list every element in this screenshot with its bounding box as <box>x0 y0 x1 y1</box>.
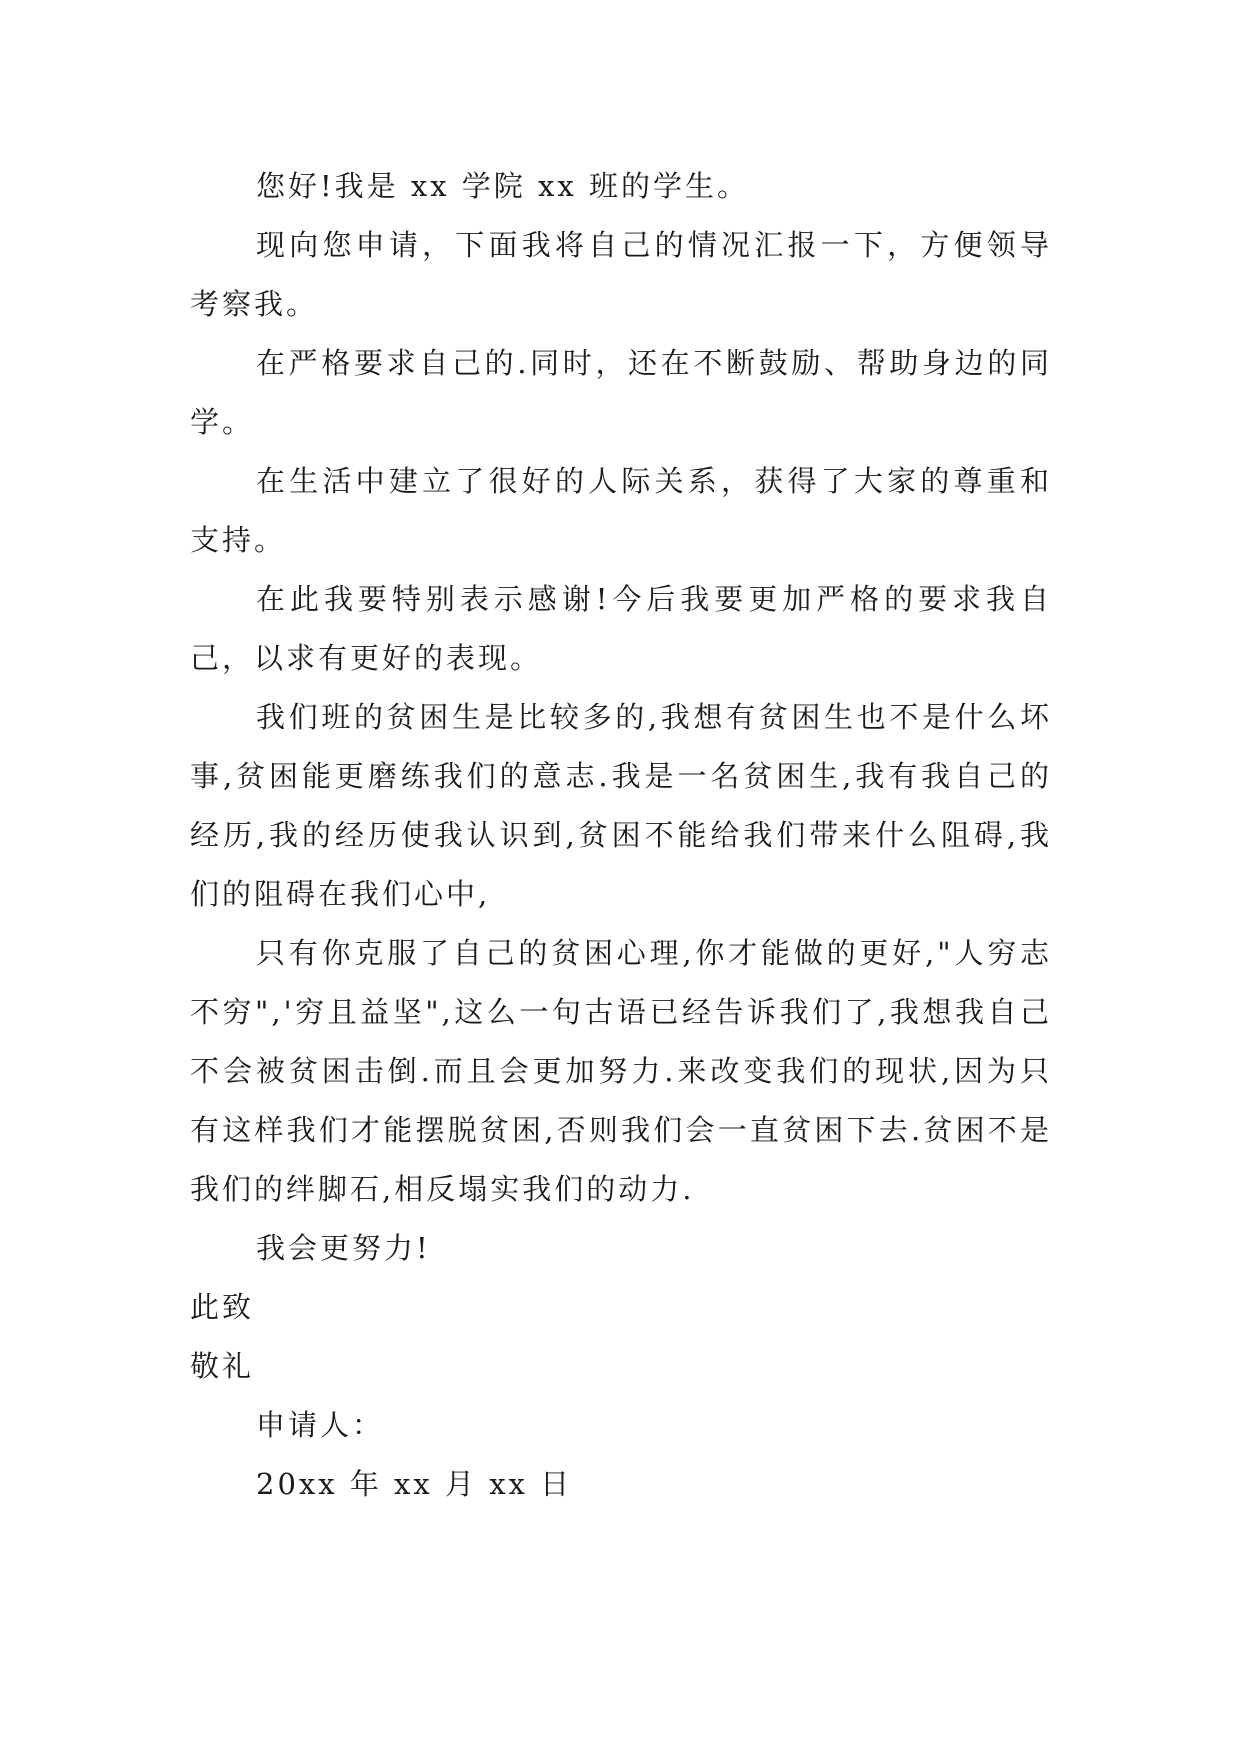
paragraph-overcome: 只有你克服了自己的贫困心理,你才能做的更好,"人穷志不穷",'穷且益坚",这么一句古语已经告诉我们了,我想我自己不会被贫困击倒.而且会更加努力.来改变我们的现状,因为只有这样我们才能摆脱贫困,否则我们会一直贫困下去.贫困不是我们的绊脚石,相反塌实我们的动力. <box>190 936 1052 1206</box>
letter-date: 20xx 年 xx 月 xx 日 <box>256 1467 573 1501</box>
closing-salutation: 此致 <box>190 1290 255 1324</box>
paragraph-poverty: 我们班的贫困生是比较多的,我想有贫困生也不是什么坏事,贫困能更磨练我们的意志.我是一名贫困生,我有我自己的经历,我的经历使我认识到,贫困不能给我们带来什么阻碍,我们的阻碍在我们心中, <box>190 700 1052 911</box>
greeting: 您好!我是 xx 学院 xx 班的学生。 <box>256 169 749 203</box>
paragraph-self-discipline: 在严格要求自己的.同时，还在不断鼓励、帮助身边的同学。 <box>190 346 1052 439</box>
paragraph-thanks: 在此我要特别表示感谢!今后我要更加严格的要求我自己，以求有更好的表现。 <box>190 582 1052 675</box>
letter-body <box>190 157 1052 1514</box>
closing-regards: 敬礼 <box>190 1349 255 1383</box>
paragraph-relationships: 在生活中建立了很好的人际关系，获得了大家的尊重和支持。 <box>190 464 1052 557</box>
paragraph-application: 现向您申请，下面我将自己的情况汇报一下，方便领导考察我。 <box>190 228 1052 321</box>
applicant-label: 申请人： <box>256 1408 385 1442</box>
paragraph-effort: 我会更努力! <box>256 1231 431 1265</box>
